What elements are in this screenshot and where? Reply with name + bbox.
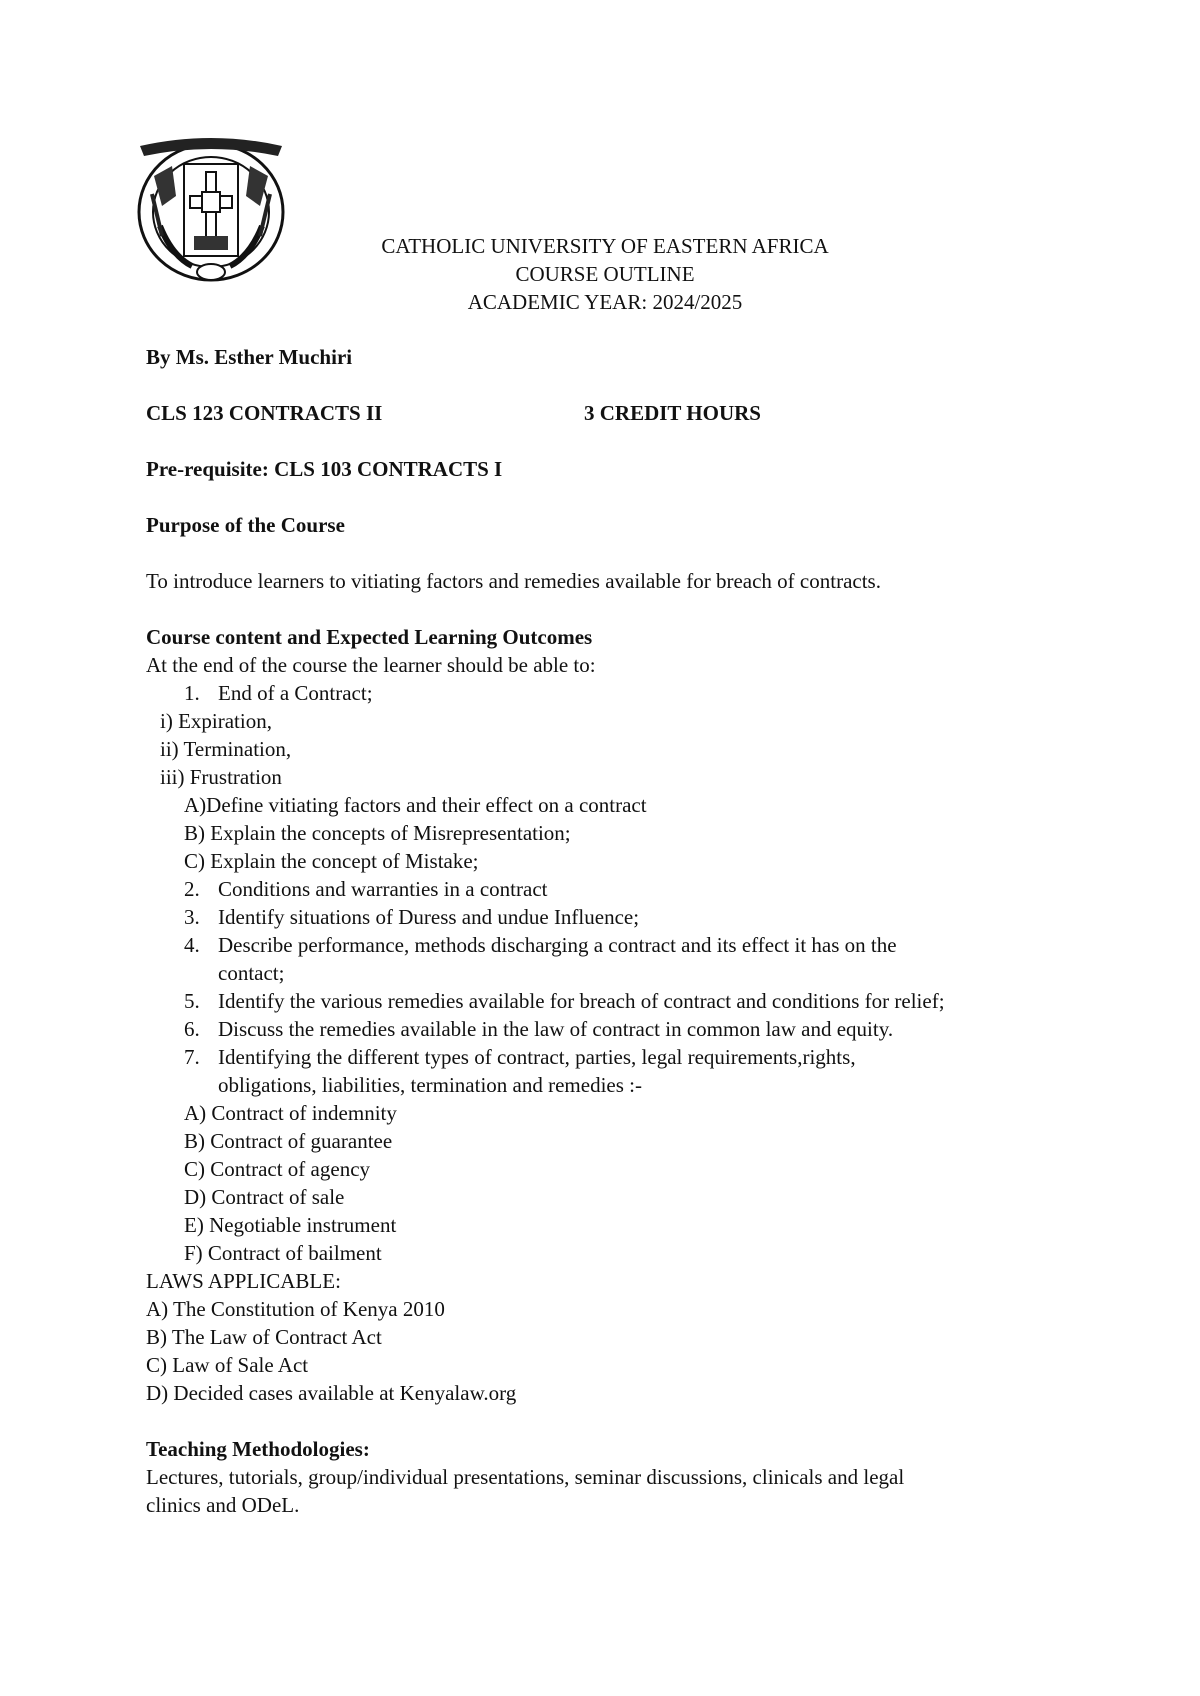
list-marker: 3. [184, 905, 200, 929]
teaching-heading: Teaching Methodologies: [146, 1437, 370, 1461]
author-line: By Ms. Esther Muchiri [146, 345, 353, 369]
academic-year: ACADEMIC YEAR: 2024/2025 [467, 290, 743, 314]
list-item: Identify the various remedies available for breach of contract and conditions for relief; [218, 989, 945, 1013]
law-item: D) Decided cases available at Kenyalaw.org [146, 1381, 517, 1405]
prerequisite: Pre-requisite: CLS 103 CONTRACTS I [146, 457, 503, 481]
list-item: D) Contract of sale [184, 1185, 345, 1209]
list-item: A) Contract of indemnity [184, 1101, 397, 1125]
list-item: E) Negotiable instrument [184, 1213, 397, 1237]
purpose-heading: Purpose of the Course [146, 513, 345, 537]
list-item: iii) Frustration [160, 765, 282, 789]
list-item: Identify situations of Duress and undue Influence; [218, 905, 640, 929]
list-item: contact; [218, 961, 285, 985]
list-marker: 4. [184, 933, 200, 957]
law-item: B) The Law of Contract Act [146, 1325, 382, 1349]
list-item: C) Explain the concept of Mistake; [184, 849, 479, 873]
law-item: A) The Constitution of Kenya 2010 [146, 1297, 445, 1321]
list-marker: 6. [184, 1017, 200, 1041]
list-item: obligations, liabilities, termination and remedies :- [218, 1073, 642, 1097]
content-intro: At the end of the course the learner should be able to: [146, 653, 596, 677]
list-item: Describe performance, methods discharging a contract and its effect it has on the [218, 933, 897, 957]
list-item: i) Expiration, [160, 709, 272, 733]
list-item: Discuss the remedies available in the law of contract in common law and equity. [218, 1017, 894, 1041]
list-item: B) Explain the concepts of Misrepresentation; [184, 821, 571, 845]
document-type: COURSE OUTLINE [515, 262, 695, 286]
list-item: End of a Contract; [218, 681, 373, 705]
teaching-text-line: clinics and ODeL. [146, 1493, 300, 1517]
list-marker: 7. [184, 1045, 200, 1069]
list-marker: 1. [184, 681, 200, 705]
laws-heading: LAWS APPLICABLE: [146, 1269, 341, 1293]
list-item: B) Contract of guarantee [184, 1129, 393, 1153]
list-item: Conditions and warranties in a contract [218, 877, 548, 901]
list-item: Identifying the different types of contract, parties, legal requirements,rights, [218, 1045, 856, 1069]
list-marker: 5. [184, 989, 200, 1013]
content-heading: Course content and Expected Learning Outcomes [146, 625, 593, 649]
list-item: A)Define vitiating factors and their effect on a contract [184, 793, 647, 817]
course-code-title: CLS 123 CONTRACTS II [146, 401, 383, 425]
university-name: CATHOLIC UNIVERSITY OF EASTERN AFRICA [381, 234, 829, 258]
university-crest-logo [132, 136, 290, 284]
credit-hours: 3 CREDIT HOURS [584, 401, 761, 425]
purpose-text: To introduce learners to vitiating factors and remedies available for breach of contracts. [146, 569, 881, 593]
list-marker: 2. [184, 877, 200, 901]
list-item: ii) Termination, [160, 737, 292, 761]
list-item: C) Contract of agency [184, 1157, 371, 1181]
teaching-text-line: Lectures, tutorials, group/individual presentations, seminar discussions, clinicals and legal [146, 1465, 905, 1489]
law-item: C) Law of Sale Act [146, 1353, 309, 1377]
list-item: F) Contract of bailment [184, 1241, 382, 1265]
